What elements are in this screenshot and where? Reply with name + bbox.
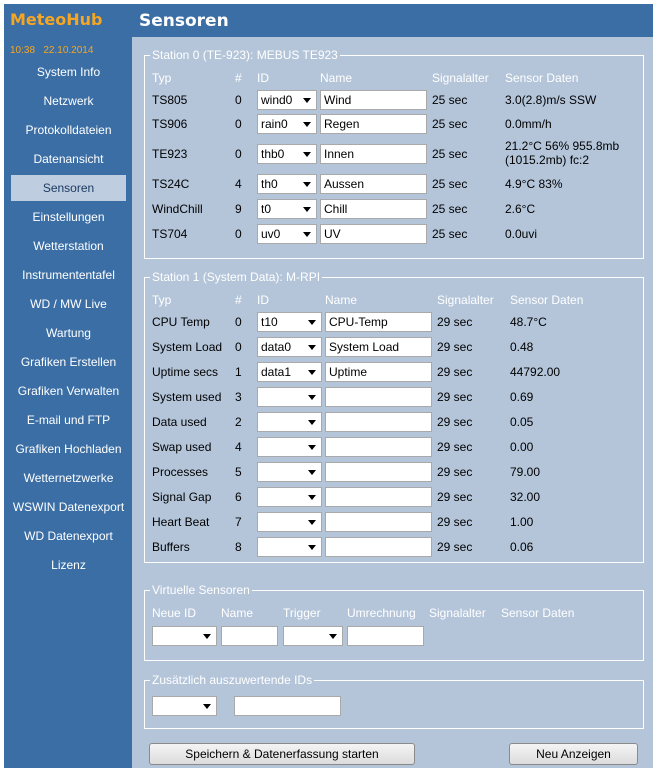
signal-age: 29 sec (437, 490, 473, 504)
sensor-name-input[interactable] (325, 387, 432, 407)
select-value: uv0 (261, 227, 281, 241)
sidebar-item-label: WD Datenexport (24, 529, 113, 543)
sensor-name-input[interactable] (325, 412, 432, 432)
chevron-down-icon (308, 345, 316, 350)
sensor-name-input[interactable]: Wind (320, 90, 427, 110)
station1-header-signal: Signalalter (437, 293, 494, 307)
extra-id-select[interactable] (152, 696, 217, 716)
sensor-type: System used (152, 390, 222, 404)
signal-age: 25 sec (432, 227, 468, 241)
sensor-name-input[interactable]: Chill (320, 199, 427, 219)
chevron-down-icon (308, 445, 316, 450)
station0-header-id: ID (257, 71, 269, 85)
sensor-id-select[interactable] (257, 144, 317, 164)
sensor-number: 5 (235, 465, 242, 479)
select-value: t10 (261, 315, 278, 329)
signal-age: 29 sec (437, 415, 473, 429)
sensor-number: 7 (235, 515, 242, 529)
sidebar-item-grafiken-erstellen[interactable] (11, 349, 126, 375)
station0-header-name: Name (320, 71, 353, 85)
sensor-id-select[interactable] (257, 412, 322, 432)
sensor-type: Uptime secs (152, 365, 219, 379)
sensor-data: 48.7°C (510, 315, 547, 329)
sensor-number: 4 (235, 440, 242, 454)
chevron-down-icon (303, 182, 311, 187)
sensor-type: Swap used (152, 440, 212, 454)
sensor-type: Processes (152, 465, 209, 479)
sensor-number: 0 (235, 315, 242, 329)
sidebar-item-e-mail-und-ftp[interactable] (11, 407, 126, 433)
sidebar-item-label: Datenansicht (33, 152, 104, 166)
sensor-data: 0.69 (510, 390, 534, 404)
sensor-id-select[interactable] (257, 512, 322, 532)
sensor-id-select[interactable] (257, 387, 322, 407)
sensor-name-input[interactable]: Aussen (320, 174, 427, 194)
extra-ids-input[interactable] (234, 696, 341, 716)
sensor-data: 21.2°C 56% 955.8mb (1015.2mb) fc:2 (505, 139, 620, 167)
station1-legend: Station 1 (System Data): M-RPI (152, 270, 321, 284)
virtual-header-trigger: Trigger (283, 606, 321, 620)
chevron-down-icon (329, 634, 337, 639)
sensor-id-select[interactable] (257, 312, 322, 332)
chevron-down-icon (308, 320, 316, 325)
station1-header-id: ID (257, 293, 269, 307)
station0-header-sensor: Sensor Daten (505, 71, 579, 85)
sidebar-item-grafiken-hochladen[interactable] (11, 436, 126, 462)
sensor-data: 32.00 (510, 490, 541, 504)
sensor-number: 4 (235, 177, 242, 191)
sensor-number: 9 (235, 202, 242, 216)
sensor-id-select[interactable] (257, 199, 317, 219)
sidebar-item-label: Instrumententafel (22, 268, 115, 282)
select-value: wind0 (261, 93, 293, 107)
app-logo: MeteoHub (10, 10, 103, 29)
sensor-number: 0 (235, 117, 242, 131)
sensor-name-input[interactable] (325, 512, 432, 532)
sensor-type: TS704 (152, 227, 188, 241)
sensor-number: 0 (235, 227, 242, 241)
sensor-type: TS24C (152, 177, 190, 191)
sensor-name-input[interactable]: Uptime (325, 362, 432, 382)
sensor-name-input[interactable]: CPU-Temp (325, 312, 432, 332)
sensor-data: 0.0uvi (505, 227, 538, 241)
chevron-down-icon (308, 395, 316, 400)
sidebar-item-wswin-datenexport[interactable] (11, 494, 126, 520)
sidebar-item-label: Netzwerk (43, 94, 94, 108)
sidebar-item-datenansicht[interactable] (11, 146, 126, 172)
chevron-down-icon (308, 470, 316, 475)
main-content (132, 37, 653, 768)
sensor-number: 0 (235, 93, 242, 107)
station0-header-signal: Signalalter (432, 71, 489, 85)
sensor-name-input[interactable]: Regen (320, 114, 427, 134)
sidebar-item-wetterstation[interactable] (11, 233, 126, 259)
sidebar-item-instrumententafel[interactable] (11, 262, 126, 288)
station1-header-sensor: Sensor Daten (510, 293, 584, 307)
virtual-sensors-legend: Virtuelle Sensoren (152, 583, 250, 597)
sidebar-item-label: Grafiken Verwalten (17, 384, 120, 398)
sensor-id-select[interactable] (257, 114, 317, 134)
signal-age: 29 sec (437, 340, 473, 354)
sensor-id-select[interactable] (257, 437, 322, 457)
save-start-button[interactable]: Speichern & Datenerfassung starten (149, 743, 415, 765)
sidebar-item-einstellungen[interactable] (11, 204, 126, 230)
chevron-down-icon (308, 420, 316, 425)
conversion-input[interactable] (347, 626, 424, 646)
sidebar-item-label: E-mail und FTP (26, 413, 111, 427)
signal-age: 29 sec (437, 390, 473, 404)
sensor-type: System Load (152, 340, 223, 354)
sensor-data: 4.9°C 83% (505, 177, 563, 191)
signal-age: 29 sec (437, 365, 473, 379)
sensor-name-input[interactable]: UV (320, 224, 427, 244)
chevron-down-icon (308, 370, 316, 375)
signal-age: 25 sec (432, 202, 468, 216)
sensor-type: TS906 (152, 117, 188, 131)
sidebar-item-wd-datenexport[interactable] (11, 523, 126, 549)
sidebar (4, 4, 132, 768)
station1-header-num: # (235, 293, 242, 307)
sidebar-item-lizenz[interactable] (11, 552, 126, 578)
virtual-header-neue-id: Neue ID (152, 606, 197, 620)
sidebar-item-wd-mw-live[interactable] (11, 291, 126, 317)
sensor-type: Buffers (152, 540, 190, 554)
signal-age: 29 sec (437, 315, 473, 329)
chevron-down-icon (203, 634, 211, 639)
sensor-id-select[interactable] (257, 487, 322, 507)
signal-age: 29 sec (437, 465, 473, 479)
sidebar-item-sensoren[interactable] (11, 175, 126, 201)
sensor-name-input[interactable] (325, 462, 432, 482)
virtual-header-sensor: Sensor Daten (501, 606, 575, 620)
chevron-down-icon (203, 704, 211, 709)
extra-ids-legend: Zusätzlich auszuwertende IDs (152, 673, 313, 687)
sensor-data: 0.0mm/h (505, 117, 552, 131)
select-value: rain0 (261, 117, 288, 131)
current-datetime: 10:38 22.10.2014 (10, 45, 94, 56)
sensor-data: 0.06 (510, 540, 534, 554)
sidebar-item-protokolldateien[interactable] (11, 117, 126, 143)
signal-age: 29 sec (437, 440, 473, 454)
sidebar-item-wartung[interactable] (11, 320, 126, 346)
sensor-number: 0 (235, 340, 242, 354)
chevron-down-icon (303, 98, 311, 103)
station0-header-typ: Typ (152, 71, 172, 85)
signal-age: 25 sec (432, 93, 468, 107)
sidebar-item-label: WD / MW Live (30, 297, 107, 311)
sensor-data: 1.00 (510, 515, 534, 529)
sensor-id-select[interactable] (257, 462, 322, 482)
sensor-name-input[interactable] (325, 487, 432, 507)
sidebar-item-label: Wetternetzwerke (23, 471, 114, 485)
chevron-down-icon (303, 232, 311, 237)
sensor-type: CPU Temp (152, 315, 210, 329)
sidebar-item-label: System Info (36, 65, 101, 79)
virtual-name-input[interactable] (221, 626, 278, 646)
select-value: th0 (261, 177, 278, 191)
sidebar-item-grafiken-verwalten[interactable] (11, 378, 126, 404)
sensor-type: TE923 (152, 147, 188, 161)
station0-legend: Station 0 (TE-923): MEBUS TE923 (152, 48, 338, 62)
sidebar-item-system-info[interactable] (11, 59, 126, 85)
extra-ids-fieldset (144, 674, 644, 729)
sensor-name-input[interactable] (325, 537, 432, 557)
signal-age: 25 sec (432, 117, 468, 131)
station1-header-typ: Typ (152, 293, 172, 307)
page-title: Sensoren (139, 11, 229, 31)
sensor-id-select[interactable] (257, 174, 317, 194)
station0-header-num: # (235, 71, 242, 85)
sensor-type: TS805 (152, 93, 188, 107)
sensor-data: 0.00 (510, 440, 534, 454)
chevron-down-icon (303, 122, 311, 127)
sensor-number: 3 (235, 390, 242, 404)
sidebar-item-label: WSWIN Datenexport (12, 500, 125, 514)
sidebar-item-label: Lizenz (51, 558, 86, 572)
sidebar-item-wetternetzwerke[interactable] (11, 465, 126, 491)
sidebar-item-label: Einstellungen (32, 210, 105, 224)
select-value: thb0 (261, 147, 285, 161)
sensor-type: Signal Gap (152, 490, 212, 504)
virtual-header-name: Name (221, 606, 254, 620)
sensor-id-select[interactable] (257, 337, 322, 357)
sensor-data: 0.48 (510, 340, 534, 354)
sensor-id-select[interactable] (257, 90, 317, 110)
sensor-number: 8 (235, 540, 242, 554)
sensor-id-select[interactable] (257, 224, 317, 244)
chevron-down-icon (308, 545, 316, 550)
trigger-select[interactable] (283, 626, 343, 646)
virtual-sensors-fieldset (144, 584, 644, 661)
signal-age: 25 sec (432, 177, 468, 191)
select-value: data1 (261, 365, 292, 379)
sensor-type: Heart Beat (152, 515, 210, 529)
sensor-data: 2.6°C (505, 202, 536, 216)
sensor-data: 0.05 (510, 415, 534, 429)
sensor-type: Data used (152, 415, 207, 429)
reload-button[interactable]: Neu Anzeigen (509, 743, 638, 765)
sidebar-item-netzwerk[interactable] (11, 88, 126, 114)
station1-header-name: Name (325, 293, 358, 307)
sensor-number: 0 (235, 147, 242, 161)
sidebar-item-label: Wetterstation (33, 239, 104, 253)
virtual-header-signal: Signalalter (429, 606, 486, 620)
sidebar-item-label: Wartung (46, 326, 91, 340)
chevron-down-icon (308, 520, 316, 525)
chevron-down-icon (303, 207, 311, 212)
sensor-number: 2 (235, 415, 242, 429)
select-value: data0 (261, 340, 292, 354)
app-frame (4, 4, 653, 768)
sensor-name-input[interactable] (325, 437, 432, 457)
sensor-data: 44792.00 (510, 365, 561, 379)
chevron-down-icon (308, 495, 316, 500)
signal-age: 29 sec (437, 515, 473, 529)
new-id-select[interactable] (152, 626, 217, 646)
sidebar-item-label: Sensoren (42, 181, 95, 195)
chevron-down-icon (303, 152, 311, 157)
sidebar-item-label: Grafiken Erstellen (20, 355, 117, 369)
page-header (132, 4, 653, 37)
sensor-number: 6 (235, 490, 242, 504)
sensor-data: 79.00 (510, 465, 541, 479)
select-value: t0 (261, 202, 272, 216)
sensor-type: WindChill (152, 202, 203, 216)
sensor-id-select[interactable] (257, 362, 322, 382)
signal-age: 25 sec (432, 147, 468, 161)
sensor-name-input[interactable]: Innen (320, 144, 427, 164)
sensor-name-input[interactable]: System Load (325, 337, 432, 357)
sensor-data: 3.0(2.8)m/s SSW (505, 93, 597, 107)
sensor-number: 1 (235, 365, 242, 379)
signal-age: 29 sec (437, 540, 473, 554)
sidebar-item-label: Grafiken Hochladen (15, 442, 122, 456)
virtual-header-umrechnung: Umrechnung (347, 606, 416, 620)
sidebar-item-label: Protokolldateien (25, 123, 112, 137)
sensor-id-select[interactable] (257, 537, 322, 557)
